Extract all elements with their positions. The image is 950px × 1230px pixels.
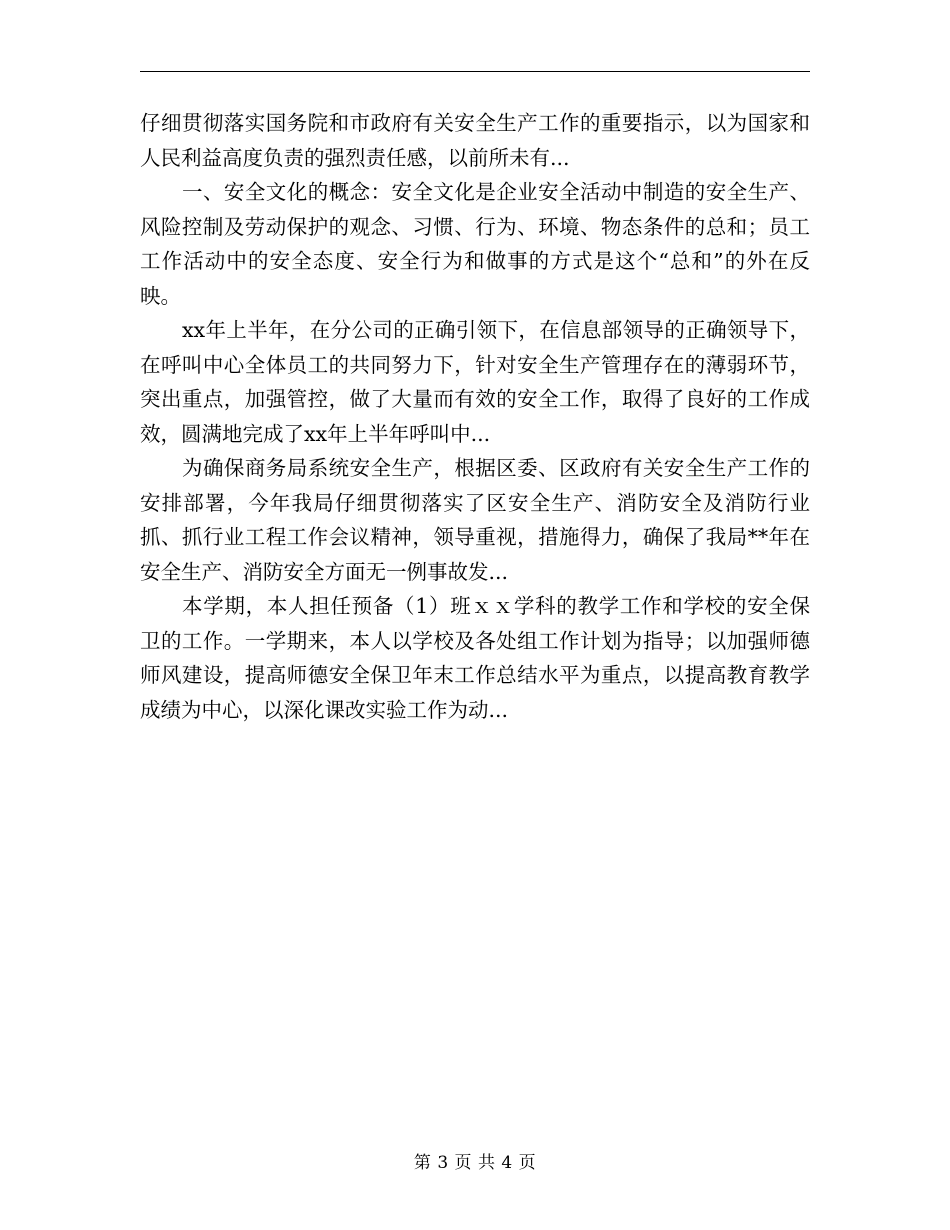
page-footer <box>0 1152 950 1174</box>
document-body <box>140 106 810 727</box>
paragraph-5: 本学期，本人担任预备（1）班ｘｘ学科的教学工作和学校的安全保卫的工作。一学期来，本人以学校及各处组工作计划为指导；以加强师德师风建设，提高师德安全保卫年末工作总结水平为重点，以提高教育教学成绩为中心，以深化课改实验工作为动... <box>140 594 810 722</box>
page-number: 第 3 页 共 4 页 <box>413 1153 537 1173</box>
paragraph-3: xx年上半年，在分公司的正确引领下，在信息部领导的正确领导下，在呼叫中心全体员工的共同努力下，针对安全生产管理存在的薄弱环节，突出重点，加强管控，做了大量而有效的安全工作，取得了良好的工作成效，圆满地完成了xx年上半年呼叫中... <box>140 318 810 446</box>
header-rule <box>140 71 810 72</box>
paragraph-2: 一、安全文化的概念：安全文化是企业安全活动中制造的安全生产、风险控制及劳动保护的观念、习惯、行为、环境、物态条件的总和；员工工作活动中的安全态度、安全行为和做事的方式是这个“总和”的外在反映。 <box>140 180 810 308</box>
paragraph-1: 仔细贯彻落实国务院和市政府有关安全生产工作的重要指示，以为国家和人民利益高度负责的强烈责任感，以前所未有... <box>140 111 810 170</box>
paragraph-4: 为确保商务局系统安全生产，根据区委、区政府有关安全生产工作的安排部署，今年我局仔细贯彻落实了区安全生产、消防安全及消防行业抓、抓行业工程工作会议精神，领导重视，措施得力，确保了我局**年在安全生产、消防安全方面无一例事故发... <box>140 456 810 584</box>
